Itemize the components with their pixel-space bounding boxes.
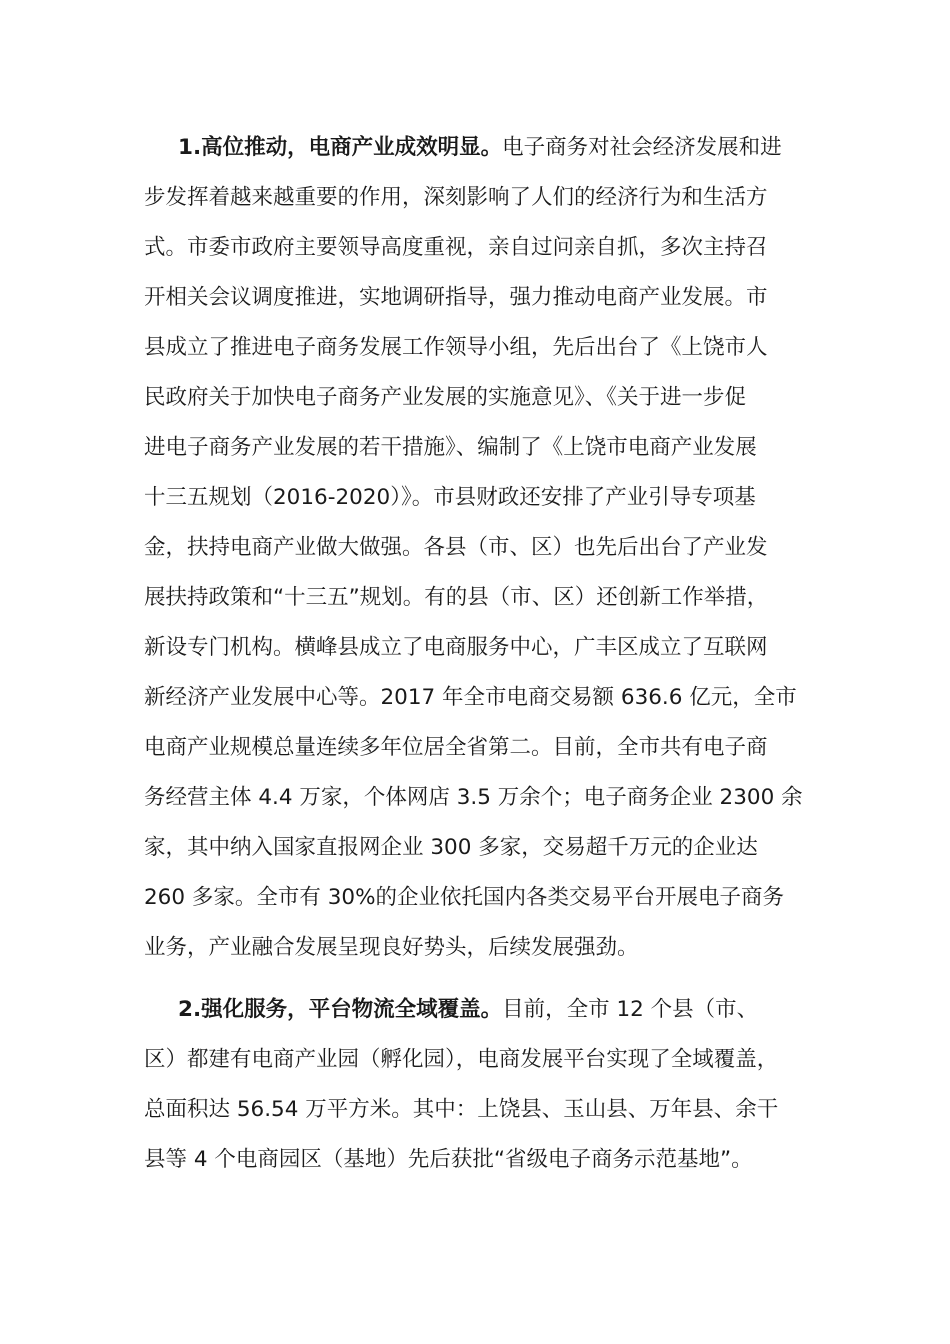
paragraph-1-line-10: 展扶持政策和“十三五”规划。有的县（市、区）还创新工作举措，	[144, 585, 769, 610]
paragraph-1-line-16: 260 多家。全市有 30%的企业依托国内各类交易平台开展电子商务	[144, 885, 784, 910]
paragraph-2-text: 目前，全市 12 个县（市、	[502, 997, 759, 1022]
paragraph-1-heading: 1.高位推动，电商产业成效明显。	[178, 135, 503, 160]
paragraph-1-line-12: 新经济产业发展中心等。2017 年全市电商交易额 636.6 亿元，全市	[144, 685, 797, 710]
paragraph-1-line-2: 步发挥着越来越重要的作用，深刻影响了人们的经济行为和生活方	[144, 185, 768, 210]
paragraph-2-line-2: 区）都建有电商产业园（孵化园），电商发展平台实现了全域覆盖，	[144, 1047, 779, 1072]
paragraph-2-line-3: 总面积达 56.54 万平方米。其中：上饶县、玉山县、万年县、余干	[144, 1097, 779, 1122]
paragraph-1-text: 电子商务对社会经济发展和进	[502, 135, 782, 160]
paragraph-1-line-7: 进电子商务产业发展的若干措施》、编制了《上饶市电商产业发展	[144, 435, 757, 460]
paragraph-1-line-5: 县成立了推进电子商务发展工作领导小组，先后出台了《上饶市人	[144, 335, 768, 360]
paragraph-1-line-13: 电商产业规模总量连续多年位居全省第二。目前，全市共有电子商	[144, 735, 768, 760]
paragraph-1-line-17: 业务，产业融合发展呈现良好势头，后续发展强劲。	[144, 935, 639, 960]
paragraph-1-line-11: 新设专门机构。横峰县成立了电商服务中心，广丰区成立了互联网	[144, 635, 768, 660]
paragraph-1-line-1	[178, 128, 782, 168]
paragraph-1-line-3: 式。市委市政府主要领导高度重视，亲自过问亲自抓，多次主持召	[144, 235, 768, 260]
paragraph-1-line-14: 务经营主体 4.4 万家，个体网店 3.5 万余个；电子商务企业 2300 余	[144, 785, 803, 810]
paragraph-2-heading: 2.强化服务，平台物流全域覆盖。	[178, 997, 503, 1022]
paragraph-2-line-1	[178, 990, 758, 1030]
paragraph-1-line-8: 十三五规划（2016-2020）》。市县财政还安排了产业引导专项基	[144, 485, 756, 510]
paragraph-1-line-9: 金，扶持电商产业做大做强。各县（市、区）也先后出台了产业发	[144, 535, 768, 560]
paragraph-1-line-15: 家，其中纳入国家直报网企业 300 多家，交易超千万元的企业达	[144, 835, 758, 860]
paragraph-2-line-4: 县等 4 个电商园区（基地）先后获批“省级电子商务示范基地”。	[144, 1147, 753, 1172]
paragraph-1-line-6: 民政府关于加快电子商务产业发展的实施意见》、《关于进一步促	[144, 385, 747, 410]
paragraph-1-line-4: 开相关会议调度推进，实地调研指导，强力推动电商产业发展。市	[144, 285, 768, 310]
